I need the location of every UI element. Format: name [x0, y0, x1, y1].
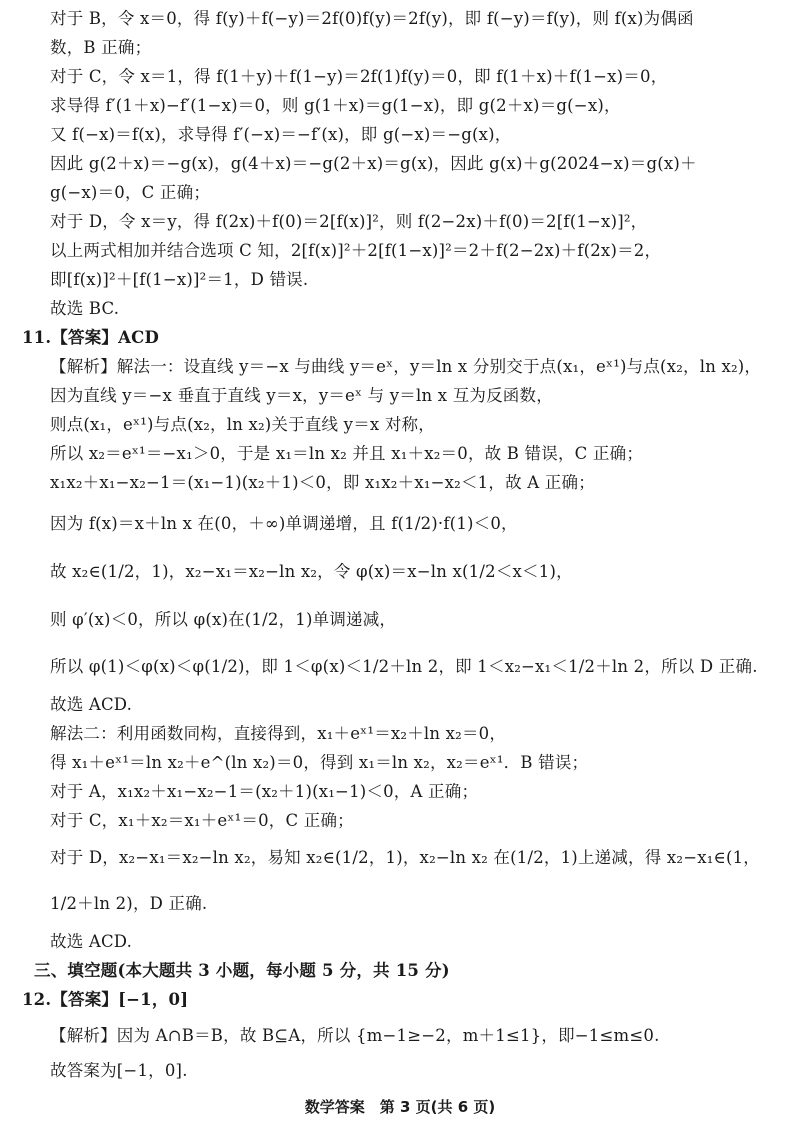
- text-line: 所以 x₂＝eˣ¹＝−x₁＞0，于是 x₁＝ln x₂ 并且 x₁＋x₂＝0，故 B 错误，C 正确；: [50, 444, 644, 463]
- text-line: 对于 D，x₂−x₁＝x₂−ln x₂，易知 x₂∈(1/2，1)，x₂−ln x₂ 在(1/2，1)上递减，得 x₂−x₁∈(1，: [50, 848, 761, 867]
- text-line: 数，B 正确；: [50, 38, 152, 57]
- text-line: 又 f(−x)＝f(x)，求导得 f′(−x)＝−f′(x)，即 g(−x)＝−g(x)，: [50, 125, 512, 144]
- text-line: 因为直线 y＝−x 垂直于直线 y＝x，y＝eˣ 与 y＝ln x 互为反函数，: [50, 386, 553, 405]
- text-line: 因为 f(x)＝x＋ln x 在(0，＋∞)单调递增，且 f(1/2)·f(1)＜0，: [50, 514, 518, 533]
- text-line: 对于 C，令 x＝1，得 f(1＋y)＋f(1−y)＝2f(1)f(y)＝0，即 f(1＋x)＋f(1−x)＝0，: [50, 67, 668, 86]
- text-line: 则 φ′(x)＜0，所以 φ(x)在(1/2，1)单调递减，: [50, 610, 397, 629]
- section-heading: 三、填空题(本大题共 3 小题，每小题 5 分，共 15 分): [34, 961, 450, 980]
- text-line: 因此 g(2＋x)＝−g(x)，g(4＋x)＝−g(2＋x)＝g(x)，因此 g(x)＋g(2024−x)＝g(x)＋: [50, 154, 697, 173]
- text-line: 对于 D，令 x＝y，得 f(2x)＋f(0)＝2[f(x)]²，则 f(2−2x)＋f(0)＝2[f(1−x)]²，: [50, 212, 648, 231]
- text-line: x₁x₂＋x₁−x₂−1＝(x₁−1)(x₂＋1)＜0，即 x₁x₂＋x₁−x₂＜1，故 A 正确；: [50, 473, 595, 492]
- text-line: 则点(x₁，eˣ¹)与点(x₂，ln x₂)关于直线 y＝x 对称，: [50, 415, 435, 434]
- text-line: 即[f(x)]²＋[f(1−x)]²＝1，D 错误.: [50, 270, 309, 289]
- text-line: 故选 ACD.: [50, 932, 133, 951]
- text-line: 【解析】因为 A∩B＝B，故 B⊆A，所以 {m−1≥−2，m＋1≤1}，即−1≤m≤0.: [50, 1026, 660, 1045]
- page-footer: 数学答案 第 3 页(共 6 页): [304, 1098, 496, 1116]
- text-line: 1/2＋ln 2)，D 正确.: [50, 894, 208, 913]
- text-line: 故选 BC.: [50, 299, 120, 318]
- text-line: 对于 C，x₁＋x₂＝x₁＋eˣ¹＝0，C 正确；: [50, 811, 354, 830]
- text-line: 故选 ACD.: [50, 695, 133, 714]
- question-11-answer: 11.【答案】ACD: [22, 328, 159, 347]
- text-line: 得 x₁＋eˣ¹＝ln x₂＋e^(ln x₂)＝0，得到 x₁＝ln x₂，x₂＝eˣ¹．B 错误；: [50, 753, 589, 772]
- text-line: 【解析】解法一：设直线 y＝−x 与曲线 y＝eˣ，y＝ln x 分别交于点(x₁，eˣ¹)与点(x₂，ln x₂)，: [50, 357, 762, 376]
- text-line: 故 x₂∈(1/2，1)，x₂−x₁＝x₂−ln x₂，令 φ(x)＝x−ln x(1/2＜x＜1)，: [50, 562, 573, 581]
- text-line: 所以 φ(1)＜φ(x)＜φ(1/2)，即 1＜φ(x)＜1/2＋ln 2，即 1＜x₂−x₁＜1/2＋ln 2，所以 D 正确.: [50, 657, 758, 676]
- text-line: 以上两式相加并结合选项 C 知，2[f(x)]²＋2[f(1−x)]²＝2＋f(2−2x)＋f(2x)＝2，: [50, 241, 662, 260]
- text-line: g(−x)＝0，C 正确；: [50, 183, 211, 202]
- text-line: 对于 B，令 x＝0，得 f(y)＋f(−y)＝2f(0)f(y)＝2f(y)，即 f(−y)＝f(y)，则 f(x)为偶函: [50, 9, 694, 28]
- text-line: 对于 A，x₁x₂＋x₁−x₂−1＝(x₂＋1)(x₁−1)＜0，A 正确；: [50, 782, 479, 801]
- question-12-answer: 12.【答案】[−1，0]: [22, 990, 189, 1009]
- text-line: 解法二：利用函数同构，直接得到，x₁＋eˣ¹＝x₂＋ln x₂＝0，: [50, 724, 507, 743]
- text-line: 故答案为[−1，0].: [50, 1061, 188, 1080]
- text-line: 求导得 f′(1＋x)−f′(1−x)＝0，则 g(1＋x)＝g(1−x)，即 g(2＋x)＝g(−x)，: [50, 96, 621, 115]
